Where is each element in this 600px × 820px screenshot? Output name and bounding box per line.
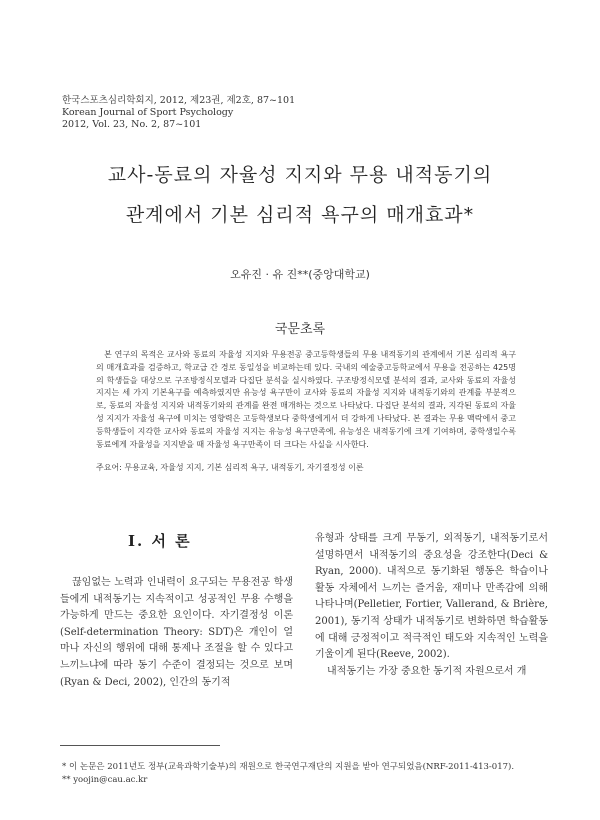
body-paragraph: 내적동기는 가장 중요한 동기적 자원으로서 개 [327,665,527,677]
authors: 오유진 · 유 진**(중앙대학교) [230,268,370,281]
abstract-heading: 국문초록 [274,322,326,337]
footnote-funding: * 이 논문은 2011년도 정부(교육과학기술부)의 재원으로 한국연구재단의 지원을 받아 연구되었음(NRF-2011-413-017). [62,762,515,772]
keywords: 주요어: 무용교육, 자율성 지지, 기본 심리적 욕구, 내적동기, 자기결정성 이론 [96,463,364,472]
section-heading-introduction: I. 서 론 [128,532,192,550]
body-paragraph: 유형과 상태를 크게 무동기, 외적동기, 내적동기로서 설명하면서 내적동기의 중요성을 강조한다(Deci & Ryan, 2000). 내적으로 동기화된 행동은 학습이나 활동 자체에서 느끼는 즐거움, 재미나 만족감에 의해 나타나며(Pelletier, Fortier, Vallerand, & Brière, 2001), 동기적 상태가 내적동기로 변화하면 학습활동에 대해 긍정적이고 적극적인 태도와 지속적인 노력을 기울이게 된다(Reeve, 2002). [315,533,548,661]
abstract-body: 본 연구의 목적은 교사와 동료의 자율성 지지와 무용전공 중고등학생들의 무용 내적동기의 관계에서 기본 심리적 욕구의 매개효과를 검증하고, 학교급 간 경로 동일성을 비교하는데 있다. 국내의 예술중고등학교에서 무용을 전공하는 425명의 학생들을 대상으로 구조방정식모델과 다집단 분석을 실시하였다. 구조방정식모델 분석의 결과, 교사와 동료의 자율성 지지는 세 가지 기본욕구를 예측하였지만 유능성 욕구만이 교사와 동료의 자율성 지지와 내적동기와의 관계를 부분적으로, 동료의 자율성 지지와 내적동기와의 관계를 완전 매개하는 것으로 나타났다. 다집단 분석의 결과, 지각된 동료의 자율성 지지가 자율성 욕구에 미치는 영향력은 고등학생보다 중학생에게서 더 강하게 나타났다. 본 결과는 무용 맥락에서 중고등학생들이 지각한 교사와 동료의 자율성 지지는 유능성 욕구만족에, 유능성은 내적동기에 크게 기여하며, 중학생일수록 동료에게 자율성을 지지받을 때 자율성 욕구만족이 더 크다는 사실을 시사한다. [96,350,516,449]
journal-line-english: Korean Journal of Sport Psychology [62,107,234,118]
body-column-left: 끊임없는 노력과 인내력이 요구되는 무용전공 학생들에게 내적동기는 지속적이고 성공적인 무용 수행을 가능하게 만드는 중요한 요인이다. 자기결정성 이론(Self-determination Theory: SDT)은 개인이 얼마나 자신의 행위에 대해 통제나 조절을 할 수 있다고 느끼느냐에 따라 동기 수준이 결정되는 것으로 보며(Ryan & Deci, 2002), 인간의 동기적 [60,577,293,688]
footnote-divider [60,745,220,746]
body-column-right [315,531,548,680]
paper-title-line-2: 관계에서 기본 심리적 욕구의 매개효과* [125,204,475,226]
journal-info [62,95,295,131]
journal-line-korean: 한국스포츠심리학회지, 2012, 제23권, 제2호, 87~101 [62,95,296,106]
footnote-email: ** yoojin@cau.ac.kr [62,775,148,785]
journal-line-volume: 2012, Vol. 23, No. 2, 87~101 [62,119,202,130]
paper-title-line-1: 교사-동료의 자율성 지지와 무용 내적동기의 [107,164,493,186]
